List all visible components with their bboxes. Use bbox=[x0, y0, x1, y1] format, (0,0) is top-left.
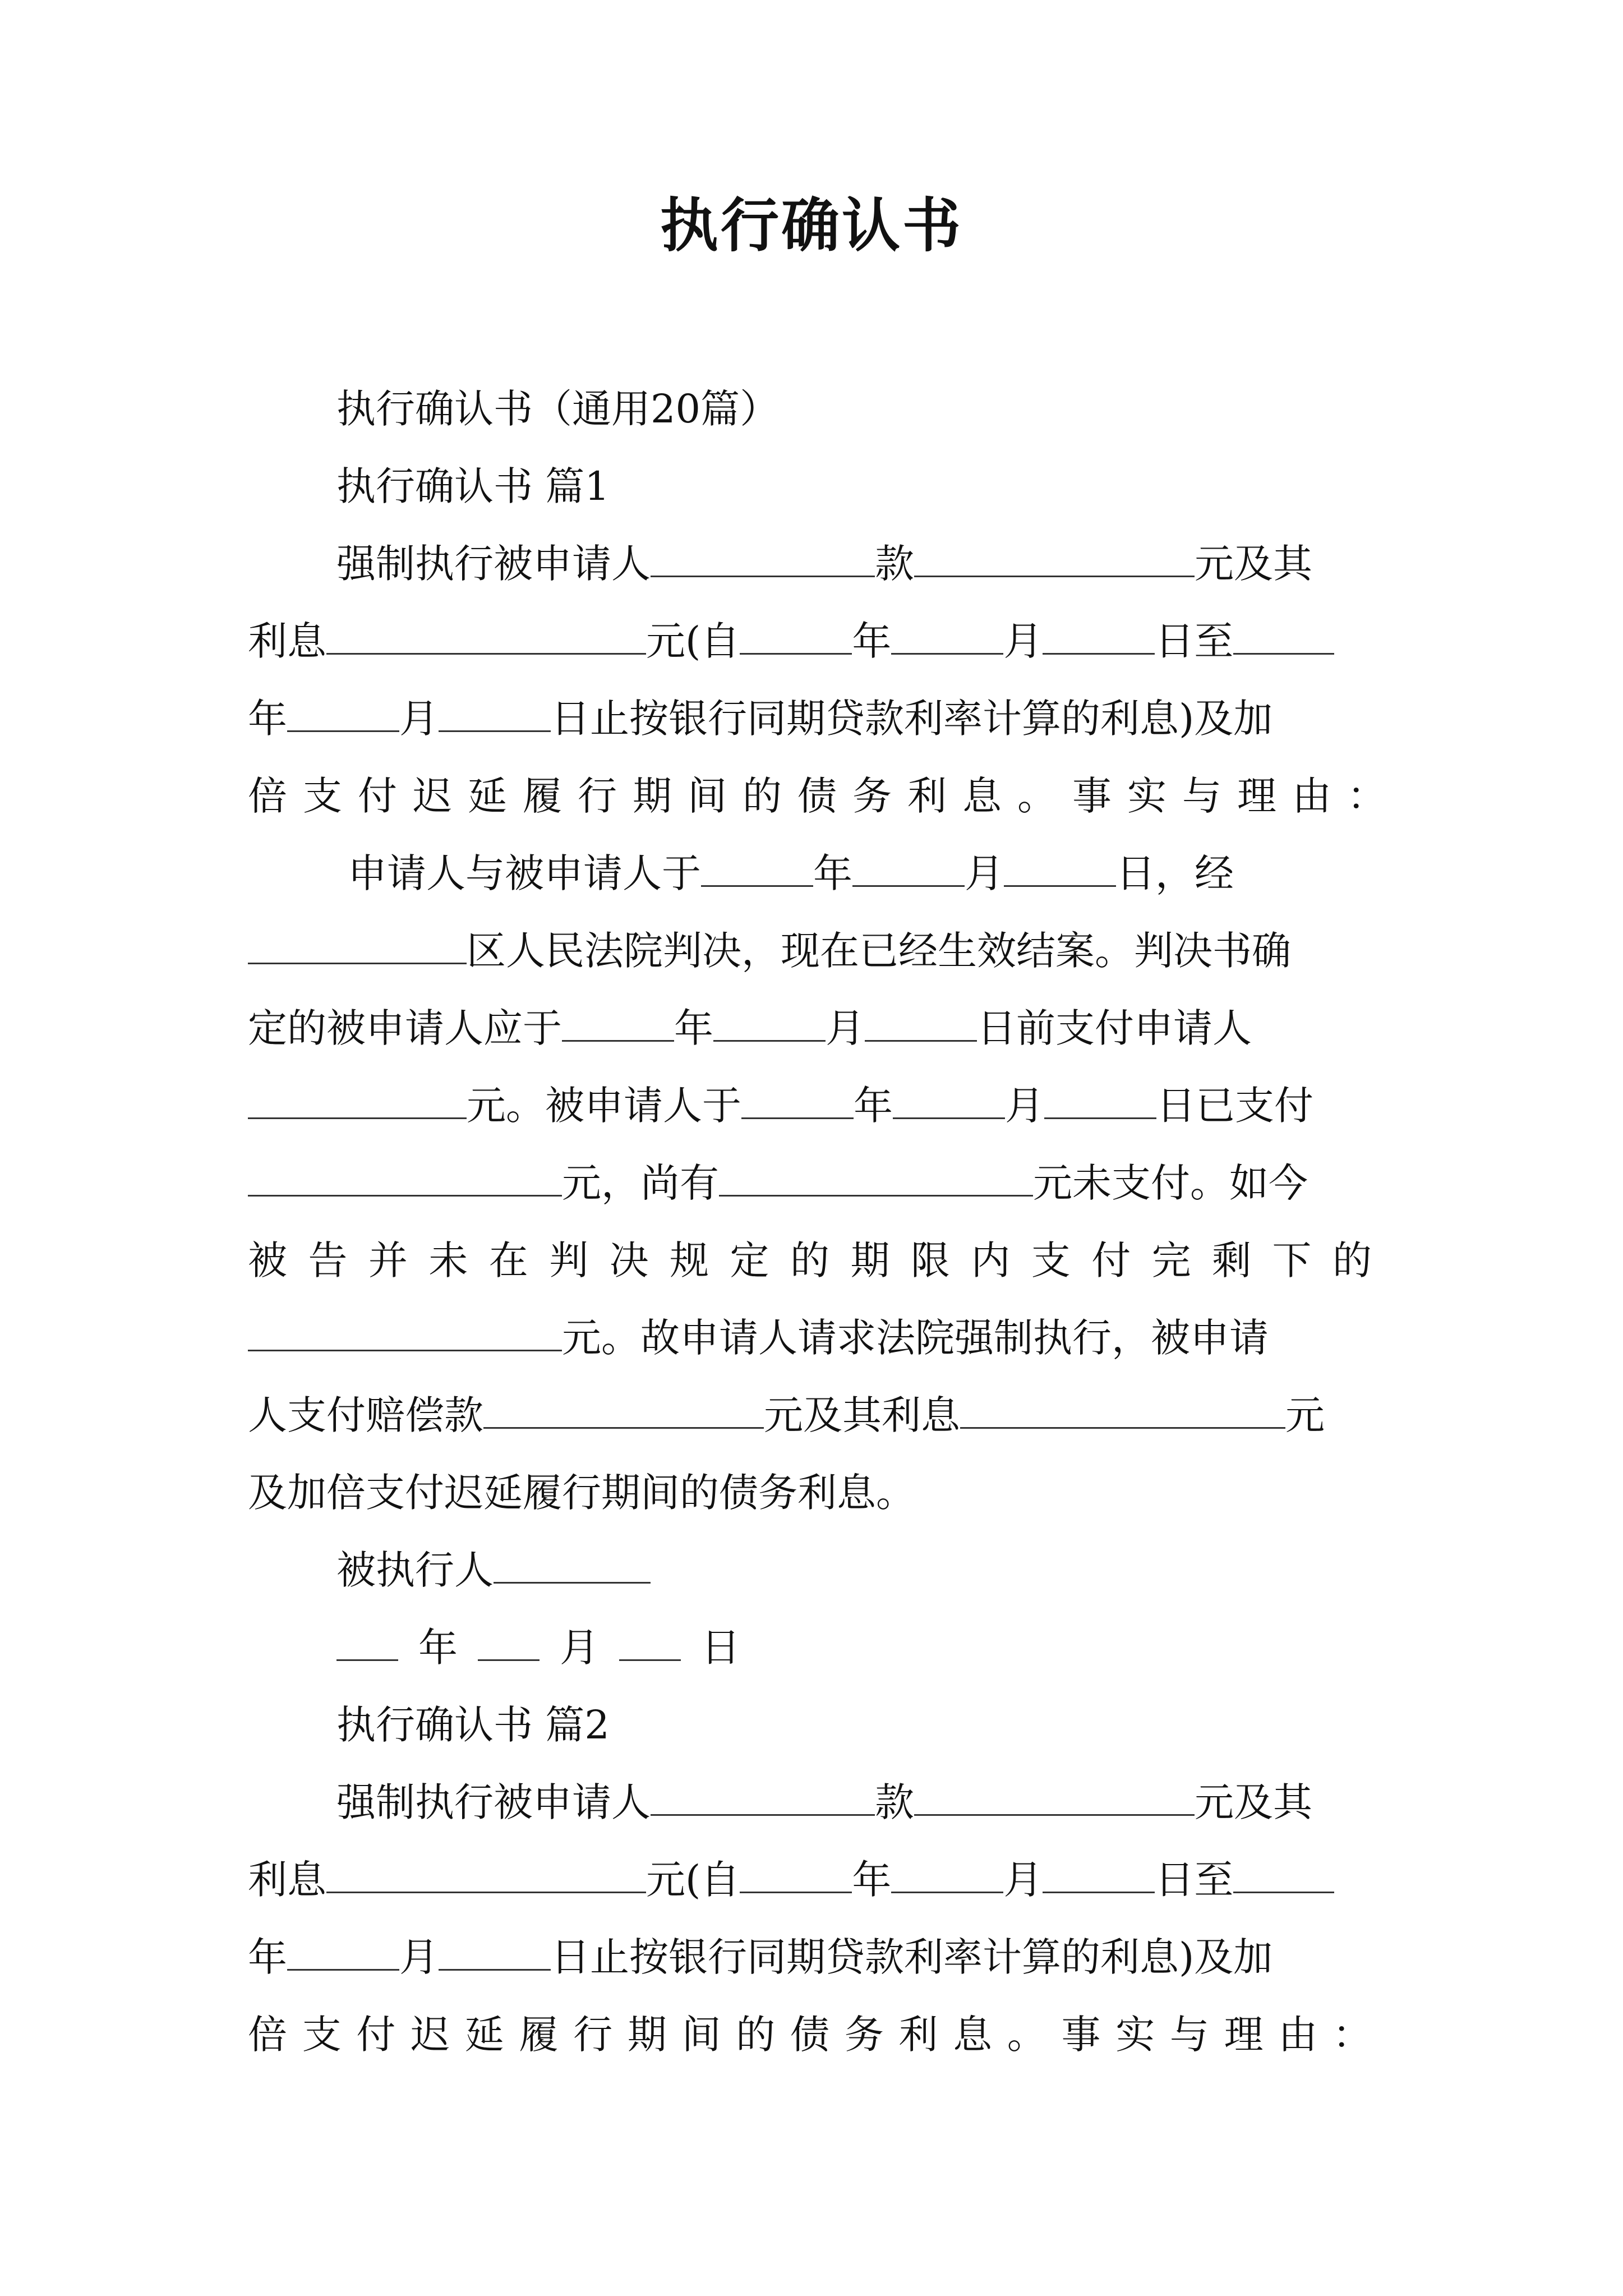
text: 年 bbox=[418, 1625, 458, 1671]
fill-blank bbox=[287, 694, 399, 732]
text: 利息 bbox=[248, 1857, 326, 1903]
text: 日，经 bbox=[1116, 850, 1234, 896]
fill-blank bbox=[478, 1623, 540, 1661]
fill-blank bbox=[248, 927, 467, 964]
paragraph-2-line-6: 被告并未在判决规定的期限内支付完剩下的 bbox=[248, 1237, 1386, 1283]
text: 区人民法院判决，现在已经生效结案。判决书确 bbox=[467, 928, 1291, 974]
paragraph-3-line-3 bbox=[248, 1918, 1386, 1996]
text: 月 bbox=[1003, 618, 1043, 664]
fill-blank bbox=[741, 1082, 854, 1119]
fill-blank bbox=[914, 1778, 1195, 1816]
fill-blank bbox=[1043, 1856, 1155, 1893]
text: 日前支付申请人 bbox=[977, 1005, 1252, 1051]
fill-blank bbox=[336, 1623, 398, 1661]
text: 月 bbox=[826, 1005, 865, 1051]
fill-blank bbox=[248, 1082, 467, 1119]
text: 月 bbox=[1005, 1083, 1044, 1129]
text: 款 bbox=[875, 1779, 914, 1825]
paragraph-2-line-1 bbox=[248, 835, 1386, 912]
text: 元。被申请人于 bbox=[467, 1083, 741, 1129]
text: 月 bbox=[560, 1625, 599, 1671]
fill-blank bbox=[865, 1004, 977, 1042]
signature-blank bbox=[494, 1546, 651, 1584]
text: 元，尚有 bbox=[562, 1160, 719, 1206]
paragraph-1-line-1 bbox=[248, 525, 1386, 602]
fill-blank bbox=[326, 617, 646, 655]
text: 年 bbox=[674, 1005, 713, 1051]
fill-blank bbox=[439, 694, 551, 732]
fill-blank bbox=[1044, 1082, 1156, 1119]
fill-blank bbox=[701, 849, 813, 887]
paragraph-3-line-2 bbox=[248, 1841, 1386, 1918]
text: 年 bbox=[248, 1934, 287, 1980]
text: 年 bbox=[852, 1857, 892, 1903]
text: 元。故申请人请求法院强制执行，被申请 bbox=[562, 1315, 1269, 1361]
paragraph-2-line-7 bbox=[248, 1299, 1386, 1377]
paragraph-2-line-5 bbox=[248, 1144, 1386, 1222]
signature-date-line bbox=[248, 1609, 1386, 1686]
text: 元及其 bbox=[1195, 541, 1312, 587]
fill-blank bbox=[562, 1004, 674, 1042]
fill-blank bbox=[619, 1623, 681, 1661]
text: 强制执行被申请人 bbox=[336, 1779, 651, 1825]
text: 人支付赔偿款 bbox=[248, 1392, 483, 1438]
fill-blank bbox=[248, 1314, 562, 1351]
section-2-heading: 执行确认书 篇2 bbox=[336, 1702, 610, 1748]
fill-blank bbox=[893, 1082, 1005, 1119]
text: 元未支付。如今 bbox=[1033, 1160, 1308, 1206]
fill-blank bbox=[852, 849, 965, 887]
text: 月 bbox=[399, 1934, 439, 1980]
document-title: 执行确认书 bbox=[660, 191, 963, 260]
text: 元(自 bbox=[646, 618, 740, 664]
paragraph-2-line-3 bbox=[248, 990, 1386, 1067]
executor-signature-line bbox=[248, 1531, 1386, 1609]
fill-blank bbox=[719, 1159, 1033, 1197]
paragraph-1-line-2 bbox=[248, 602, 1386, 680]
paragraph-2-line-4 bbox=[248, 1067, 1386, 1144]
executor-label: 被执行人 bbox=[336, 1547, 494, 1593]
section-1-heading: 执行确认书 篇1 bbox=[336, 463, 610, 509]
fill-blank bbox=[891, 617, 1003, 655]
fill-blank bbox=[740, 617, 852, 655]
text: 年 bbox=[852, 618, 892, 664]
text: 日至 bbox=[1155, 618, 1234, 664]
paragraph-1-line-4: 倍支付迟延履行期间的债务利息。事实与理由： bbox=[248, 773, 1386, 819]
text: 年 bbox=[813, 850, 852, 896]
paragraph-1-line-3 bbox=[248, 680, 1386, 757]
paragraph-2-line-8 bbox=[248, 1377, 1386, 1454]
fill-blank bbox=[1233, 617, 1334, 655]
text: 日止按银行同期贷款利率计算的利息)及加 bbox=[551, 1934, 1273, 1980]
fill-blank bbox=[1043, 617, 1155, 655]
text: 年 bbox=[854, 1083, 893, 1129]
text: 月 bbox=[965, 850, 1004, 896]
subtitle: 执行确认书（通用20篇） bbox=[336, 386, 780, 432]
fill-blank bbox=[326, 1856, 646, 1893]
fill-blank bbox=[740, 1856, 852, 1893]
fill-blank bbox=[651, 540, 875, 577]
fill-blank bbox=[439, 1933, 551, 1971]
text: 元 bbox=[1285, 1392, 1325, 1438]
text: 申请人与被申请人于 bbox=[348, 850, 701, 896]
text: 日至 bbox=[1155, 1857, 1234, 1903]
paragraph-2-line-9: 及加倍支付迟延履行期间的债务利息。 bbox=[248, 1470, 915, 1516]
text: 款 bbox=[875, 541, 914, 587]
text: 强制执行被申请人 bbox=[336, 541, 651, 587]
paragraph-3-line-4: 倍支付迟延履行期间的债务利息。事实与理由： bbox=[248, 2012, 1386, 2058]
text: 元及其利息 bbox=[764, 1392, 960, 1438]
fill-blank bbox=[713, 1004, 826, 1042]
fill-blank bbox=[287, 1933, 399, 1971]
document-body bbox=[248, 370, 1386, 2073]
text: 日 bbox=[701, 1625, 740, 1671]
paragraph-3-line-1 bbox=[248, 1764, 1386, 1841]
text: 月 bbox=[399, 696, 439, 742]
text: 月 bbox=[1003, 1857, 1043, 1903]
text: 元及其 bbox=[1195, 1779, 1312, 1825]
fill-blank bbox=[1233, 1856, 1334, 1893]
text: 元(自 bbox=[646, 1857, 740, 1903]
text: 年 bbox=[248, 696, 287, 742]
fill-blank bbox=[1004, 849, 1116, 887]
fill-blank bbox=[248, 1159, 562, 1197]
text: 日已支付 bbox=[1156, 1083, 1313, 1129]
text: 日止按银行同期贷款利率计算的利息)及加 bbox=[551, 696, 1273, 742]
fill-blank bbox=[914, 540, 1195, 577]
text: 定的被申请人应于 bbox=[248, 1005, 562, 1051]
paragraph-2-line-2 bbox=[248, 912, 1386, 990]
fill-blank bbox=[651, 1778, 875, 1816]
fill-blank bbox=[483, 1391, 764, 1429]
text: 利息 bbox=[248, 618, 326, 664]
fill-blank bbox=[891, 1856, 1003, 1893]
fill-blank bbox=[960, 1391, 1285, 1429]
